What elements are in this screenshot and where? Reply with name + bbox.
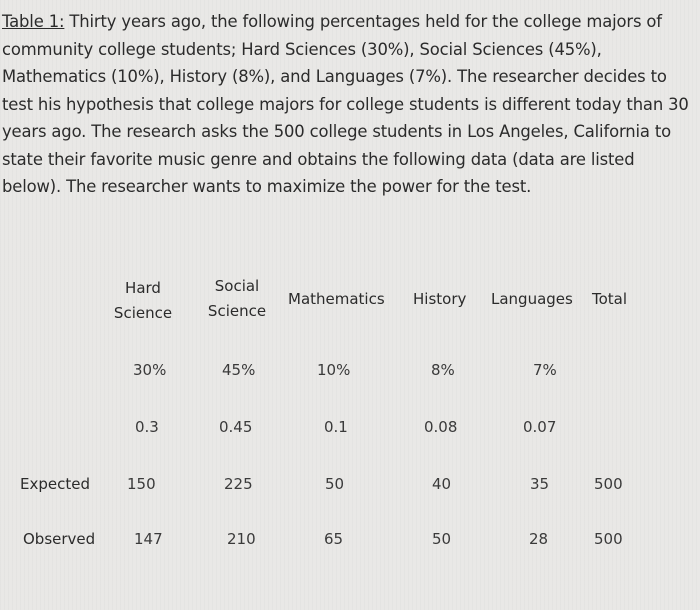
observed-languages: 28 bbox=[529, 530, 549, 548]
expected-social-science: 225 bbox=[224, 475, 253, 493]
expected-hard-science: 150 bbox=[127, 475, 156, 493]
expected-total: 500 bbox=[594, 475, 623, 493]
percent-languages: 7% bbox=[533, 361, 557, 379]
header-line1: Hard bbox=[125, 279, 161, 297]
table-label: Table 1: bbox=[2, 12, 65, 31]
header-line1: History bbox=[413, 290, 467, 308]
observed-mathematics: 65 bbox=[324, 530, 344, 548]
percent-history: 8% bbox=[431, 361, 455, 379]
observed-history: 50 bbox=[432, 530, 452, 548]
header-line1: Mathematics bbox=[288, 290, 385, 308]
header-line2: Science bbox=[113, 304, 173, 322]
percent-mathematics: 10% bbox=[317, 361, 351, 379]
observed-social-science: 210 bbox=[227, 530, 256, 548]
expected-mathematics: 50 bbox=[325, 475, 345, 493]
proportion-history: 0.08 bbox=[424, 418, 458, 436]
header-hard-science bbox=[112, 276, 174, 326]
header-line1: Languages bbox=[491, 290, 573, 308]
expected-label: Expected bbox=[20, 475, 90, 493]
expected-history: 40 bbox=[432, 475, 452, 493]
problem-paragraph bbox=[2, 8, 692, 201]
header-history bbox=[413, 287, 466, 312]
header-languages bbox=[491, 287, 573, 312]
percent-social-science: 45% bbox=[222, 361, 256, 379]
header-line1: Social bbox=[214, 277, 260, 295]
header-social-science bbox=[206, 274, 268, 324]
problem-text: Thirty years ago, the following percentages held for the college majors of community college students; Hard Sciences (30%), Social Sciences (45%), Mathematics (10%), History (8%), and Languages (7%). The researcher decides to test his hypothesis that college majors for college students is different today than 30 years ago. The research asks the 500 college students in Los Angeles, California to state their favorite music genre and obtains the following data (data are listed below). The researcher wants to maximize the power for the test. bbox=[2, 12, 689, 196]
proportion-hard-science: 0.3 bbox=[135, 418, 159, 436]
percent-hard-science: 30% bbox=[133, 361, 167, 379]
header-mathematics bbox=[288, 287, 385, 312]
header-line1: Total bbox=[592, 290, 628, 308]
proportion-social-science: 0.45 bbox=[219, 418, 253, 436]
expected-languages: 35 bbox=[530, 475, 550, 493]
proportion-languages: 0.07 bbox=[523, 418, 557, 436]
observed-label: Observed bbox=[23, 530, 96, 548]
observed-total: 500 bbox=[594, 530, 623, 548]
header-total bbox=[592, 287, 627, 312]
header-line2: Science bbox=[207, 302, 267, 320]
proportion-mathematics: 0.1 bbox=[324, 418, 348, 436]
observed-hard-science: 147 bbox=[134, 530, 163, 548]
